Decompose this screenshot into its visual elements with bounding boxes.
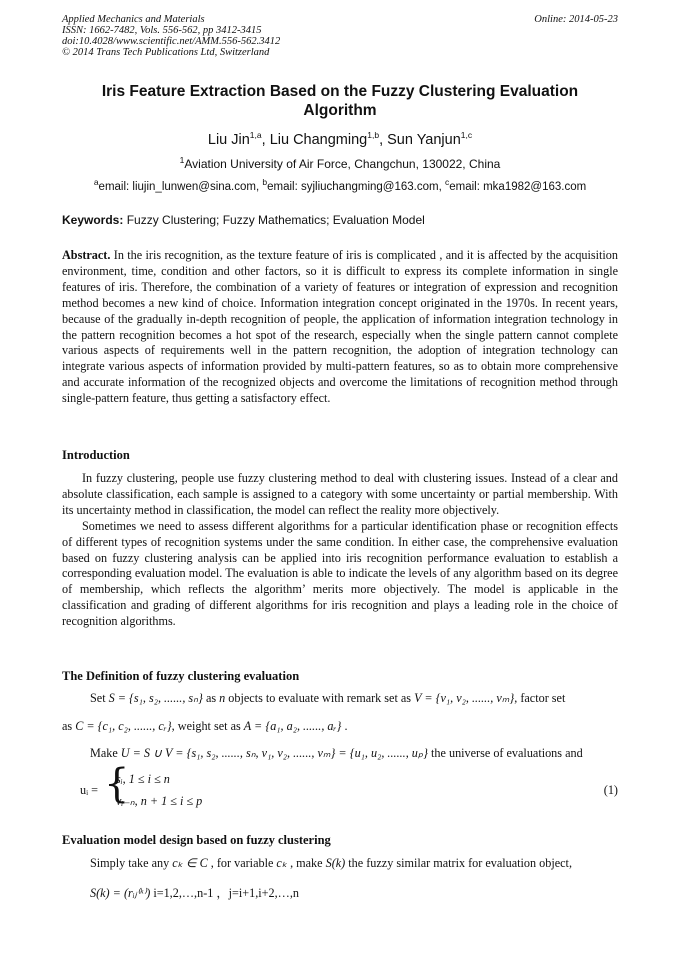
formula-n: n bbox=[219, 691, 226, 705]
text-run: . bbox=[341, 719, 348, 733]
introduction-paragraph: Sometimes we need to assess different algorithms for a particular identification phase or recognition effects of different types of recognition systems under the same condition. In either case, the comprehensive evaluation based on fuzzy clustering analysis can be applied into iris recognition performance evaluation to establish a corresponding evaluation model. The evaluation is able to indicate the levels of any algorithm based on its degree of membership, which reflects the algorithm’ merits more objectively. The model is applicable in the classification and grading of different algorithms for iris recognition and plays a leading role in the choice of recognition algorithms. bbox=[62, 518, 618, 629]
formula-universe: U = S ∪ V = {s₁, s₂, ......, sₙ, v₁, v₂, ......, vₘ} = {u₁, u₂, ......, uₚ} bbox=[120, 746, 428, 760]
email-superscript: a bbox=[93, 177, 99, 187]
email-superscript: b bbox=[262, 177, 268, 187]
text-run: Set bbox=[90, 691, 109, 705]
text-run: Make bbox=[90, 746, 121, 760]
doi: doi:10.4028/www.scientific.net/AMM.556-562.3412 bbox=[62, 36, 281, 47]
text-run: , weight set as bbox=[171, 719, 244, 733]
formula-similar-matrix: S(k) = (rᵢⱼ⁽ᵏ⁾) bbox=[90, 886, 151, 900]
text-run: as bbox=[62, 719, 76, 733]
email-c: email: mka1982@163.com bbox=[449, 180, 587, 193]
online-date: Online: 2014-05-23 bbox=[534, 14, 618, 25]
equation-case-1 bbox=[116, 772, 170, 787]
abstract-label: Abstract. bbox=[62, 248, 111, 262]
formula-ck-in-c: cₖ ∈ C bbox=[172, 856, 208, 870]
introduction-body bbox=[62, 471, 618, 630]
keywords bbox=[62, 213, 618, 227]
definition-line-1 bbox=[90, 691, 565, 706]
author-superscript: 1,c bbox=[460, 130, 473, 140]
email-list bbox=[30, 177, 650, 193]
formula-object-set: S = {s₁, s₂, ......, sₙ} bbox=[108, 691, 203, 705]
text-run: Simply take any bbox=[90, 856, 173, 870]
evaluation-line-1 bbox=[90, 856, 572, 871]
keywords-label: Keywords: bbox=[62, 213, 124, 227]
definition-heading: The Definition of fuzzy clustering evaluation bbox=[62, 669, 300, 683]
definition-line-3 bbox=[90, 746, 583, 761]
affiliation bbox=[40, 155, 640, 171]
text-run: , for variable bbox=[207, 856, 277, 870]
formula-factor-set: C = {c₁, c₂, ......, cᵣ} bbox=[75, 719, 172, 733]
text-run: as bbox=[202, 691, 220, 705]
issn: ISSN: 1662-7482, Vols. 556-562, pp 3412-3415 bbox=[62, 25, 262, 36]
case-2-text: vᵢ₋ₙ, n + 1 ≤ i ≤ p bbox=[116, 794, 203, 808]
journal-header bbox=[62, 14, 618, 58]
text-run: the fuzzy similar matrix for evaluation object, bbox=[345, 856, 572, 870]
definition-line-2 bbox=[62, 719, 347, 734]
author-name: Liu Changming bbox=[269, 131, 368, 148]
email-superscript: c bbox=[444, 177, 450, 187]
introduction-heading: Introduction bbox=[62, 448, 130, 462]
author-separator: , bbox=[379, 131, 388, 148]
case-1-text: sᵢ, 1 ≤ i ≤ n bbox=[116, 772, 170, 786]
evaluation-heading: Evaluation model design based on fuzzy clustering bbox=[62, 833, 331, 847]
index-range: i=1,2,…,n-1 ，j=i+1,i+2,…,n bbox=[150, 886, 299, 900]
formula-sk: S(k) bbox=[325, 856, 346, 870]
evaluation-line-2 bbox=[90, 884, 299, 901]
affiliation-superscript: 1 bbox=[179, 155, 185, 165]
author-superscript: 1,a bbox=[249, 130, 262, 140]
author-list bbox=[40, 130, 640, 148]
author-separator: , bbox=[261, 131, 270, 148]
keywords-text: Fuzzy Clustering; Fuzzy Mathematics; Evaluation Model bbox=[123, 213, 425, 227]
author-name: Sun Yanjun bbox=[387, 131, 461, 148]
email-b: email: syjliuchangming@163.com, bbox=[267, 180, 445, 193]
text-run: the universe of evaluations and bbox=[428, 746, 583, 760]
equation-number: (1) bbox=[603, 783, 618, 797]
affiliation-text: Aviation University of Air Force, Changchun, 130022, China bbox=[184, 157, 501, 171]
text-run: , factor set bbox=[514, 691, 566, 705]
equation-case-2 bbox=[116, 794, 202, 809]
formula-ck: cₖ bbox=[276, 856, 288, 870]
title-line-2: Algorithm bbox=[303, 102, 377, 119]
copyright: © 2014 Trans Tech Publications Ltd, Switzerland bbox=[62, 47, 270, 58]
equation-lhs: uᵢ = bbox=[80, 783, 99, 797]
title-line-1: Iris Feature Extraction Based on the Fuzzy Clustering Evaluation bbox=[101, 83, 579, 100]
formula-remark-set: V = {v₁, v₂, ......, vₘ} bbox=[414, 691, 515, 705]
author-superscript: 1,b bbox=[367, 130, 380, 140]
author-name: Liu Jin bbox=[207, 131, 250, 148]
journal-name: Applied Mechanics and Materials bbox=[62, 14, 205, 25]
text-run: , make bbox=[287, 856, 326, 870]
abstract-text: In the iris recognition, as the texture feature of iris is complicated , and it is affected by the acquisition environment, time, condition and other factors, so it is difficult to express its complete information in single features of iris. Therefore, the combination of a variety of features or integration of expression and recognition method becomes a new kind of choice. Information integration concept originated in the 1970s. In recent years, because of the gradually in-depth recognition of people, the application of information integration technology in the pattern recognition becomes a hot spot of the research, especially when the single pattern cannot complete various aspects of requirements well in the pattern recognition, the adoption of integration technology can integrate various aspects of information provided by multi-pattern features, so as to obtain more comprehensive and accurate information of the recognized objects and overcome the limitations of recognition method through single-pattern feature, thus getting a satisfactory effect. bbox=[62, 248, 618, 406]
email-a: email: liujin_lunwen@sina.com, bbox=[98, 180, 263, 193]
text-run: objects to evaluate with remark set as bbox=[225, 691, 415, 705]
paper-title bbox=[70, 82, 610, 120]
formula-weight-set: A = {a₁, a₂, ......, aᵣ} bbox=[243, 719, 342, 733]
left-brace-icon: { bbox=[104, 761, 130, 807]
abstract bbox=[62, 248, 618, 407]
introduction-paragraph: In fuzzy clustering, people use fuzzy clustering method to deal with clustering issues. Instead of a clear and absolute classification, each sample is assigned to a category with some uncertainty or partial membership. With its uncertainty method in classification, the model can reflect the reality more objectively. bbox=[62, 471, 618, 517]
